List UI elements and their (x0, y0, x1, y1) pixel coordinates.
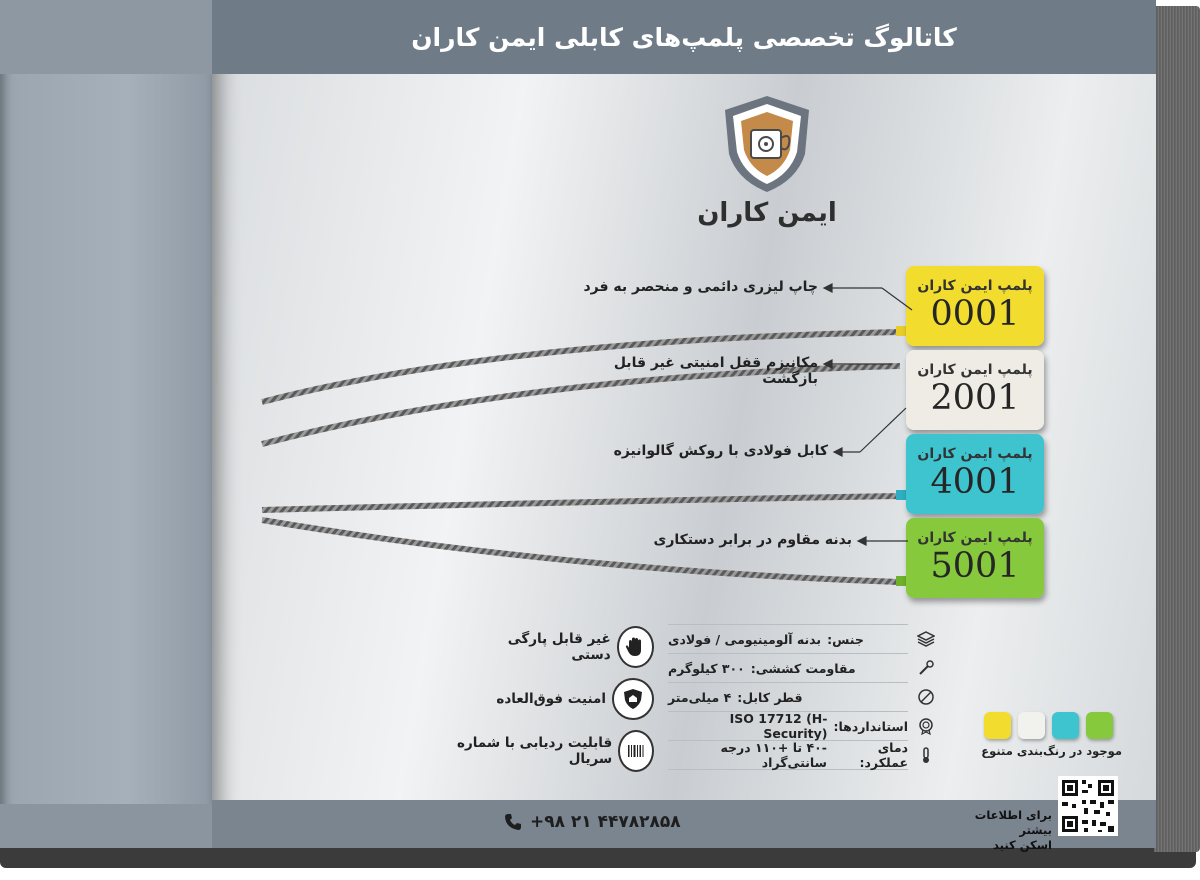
layers-icon (914, 624, 938, 653)
feature-text: غیر قابل پارگی دستی (507, 631, 611, 663)
shield-icon (612, 678, 654, 720)
seal-brand-label: پلمپ ایمن کاران (917, 278, 1033, 294)
colors-label: موجود در رنگ‌بندی متنوع (981, 744, 1122, 758)
spec-value: ۴ میلی‌متر (668, 689, 732, 705)
spec-row-material (668, 624, 908, 654)
left-page-header-band (0, 0, 212, 74)
feature-security (482, 678, 654, 720)
seal-brand-label: پلمپ ایمن کاران (917, 530, 1033, 546)
seal-cyan (906, 434, 1044, 514)
seal-yellow (906, 266, 1044, 346)
left-page-footer-band (0, 804, 212, 848)
seal-brand-label: پلمپ ایمن کاران (917, 362, 1033, 378)
spec-value: بدنه آلومینیومی / فولادی (668, 631, 822, 647)
brand-name: ایمن کاران (697, 198, 837, 228)
spec-label: استانداردها: (833, 718, 908, 734)
catalog-page (212, 0, 1156, 852)
left-page (0, 0, 212, 848)
color-swatches (984, 712, 1120, 739)
spec-row-temperature (668, 741, 908, 770)
seal-serial-number: 5001 (930, 546, 1020, 586)
shield-logo-icon (717, 92, 817, 196)
barcode-icon (618, 730, 654, 772)
spec-value: ISO 17712 (H-Security) (729, 711, 828, 741)
diameter-icon (914, 682, 938, 711)
thermometer-icon (914, 740, 938, 769)
book-page-edges (1154, 6, 1200, 852)
seal-green (906, 518, 1044, 598)
spec-icons (914, 624, 938, 769)
spec-value: ۳۰۰ کیلوگرم (668, 660, 745, 676)
phone-number-text: +۹۸ ۲۱ ۴۴۷۸۲۸۵۸ (530, 812, 681, 832)
seal-brand-label: پلمپ ایمن کاران (917, 446, 1033, 462)
callout-tamper-resistant: بدنه مقاوم در برابر دستکاری (653, 532, 852, 548)
spec-label: قطر کابل: (737, 689, 803, 705)
callout-laser-print: چاپ لیزری دائمی و منحصر به فرد (583, 279, 818, 295)
swatch-yellow (984, 712, 1011, 739)
seal-serial-number: 0001 (930, 294, 1020, 334)
feature-tracking (442, 730, 654, 772)
wrench-icon (914, 653, 938, 682)
qr-code-icon[interactable] (1058, 776, 1118, 836)
qr-caption-line1: برای اطلاعات بیشتر (974, 808, 1052, 837)
callout-galvanized-cable: کابل فولادی با روکش گالوانیزه (613, 443, 828, 459)
spec-label: جنس: (827, 631, 864, 647)
page-title: کاتالوگ تخصصی پلمپ‌های کابلی ایمن کاران (411, 22, 957, 52)
swatch-green (1086, 712, 1113, 739)
spec-table (668, 624, 908, 770)
certificate-icon (914, 711, 938, 740)
page-header (212, 0, 1156, 74)
spec-label: دمای عملکرد: (859, 740, 908, 770)
swatch-cyan (1052, 712, 1079, 739)
feature-text: امنیت فوق‌العاده (496, 691, 606, 707)
seal-serial-number: 2001 (930, 378, 1020, 418)
spec-row-diameter (668, 683, 908, 712)
qr-caption (942, 808, 1052, 853)
feature-text: قابلیت ردیابی با شماره سریال (456, 735, 613, 767)
seal-white (906, 350, 1044, 430)
hand-icon (617, 626, 654, 668)
phone-icon (504, 813, 522, 831)
spec-row-tensile (668, 654, 908, 683)
spec-row-standards (668, 712, 908, 741)
seal-serial-number: 4001 (930, 462, 1020, 502)
spec-label: مقاومت کششی: (750, 660, 856, 676)
spec-value: -۴۰ تا +۱۱۰ درجه سانتی‌گراد (720, 740, 827, 770)
swatch-white (1018, 712, 1045, 739)
phone-number (504, 812, 681, 832)
feature-no-tear (482, 626, 654, 668)
qr-caption-line2: اسکن کنید (992, 838, 1052, 852)
callout-lock-mechanism: مکانیزم قفل امنیتی غیر قابل بازگشت (613, 355, 818, 387)
